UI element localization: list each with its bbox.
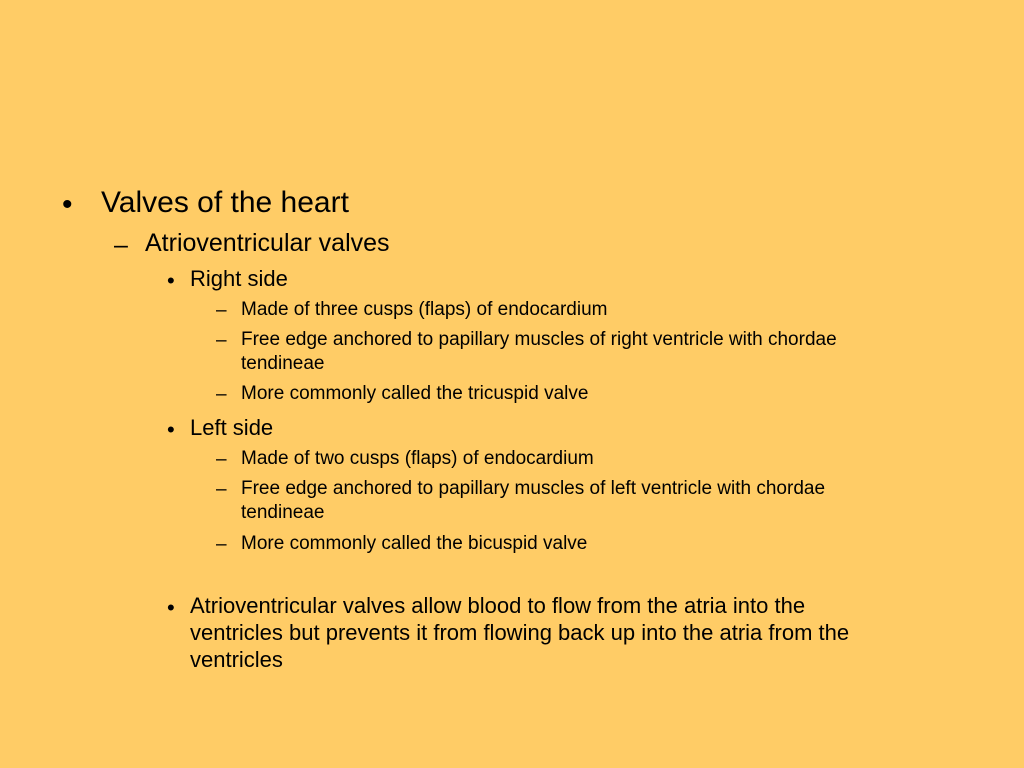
summary-line-3: ventricles xyxy=(190,647,283,672)
summary-line-2: ventricles but prevents it from flowing back up into the atria from the xyxy=(190,620,850,645)
left-side-item-3: More commonly called the bicuspid valve xyxy=(241,533,588,554)
bullet-level4-marker: – xyxy=(216,300,227,321)
bullet-right-side-marker: • xyxy=(167,268,175,293)
right-side-item-2-line2: tendineae xyxy=(241,353,325,374)
bullet-level4-marker: – xyxy=(216,449,227,470)
left-side-item-2-line2: tendineae xyxy=(241,502,325,523)
bullet-level2-marker: – xyxy=(114,231,128,259)
bullet-level4-marker: – xyxy=(216,330,227,351)
left-side-heading: Left side xyxy=(190,415,274,440)
left-side-item-2-line1: Free edge anchored to papillary muscles of left ventricle with chordae xyxy=(241,478,826,499)
bullet-level4-marker: – xyxy=(216,479,227,500)
bullet-summary-marker: • xyxy=(167,595,175,620)
main-point: Valves of the heart xyxy=(101,186,349,219)
left-side-item-1: Made of two cusps (flaps) of endocardium xyxy=(241,448,594,469)
right-side-item-2-line1: Free edge anchored to papillary muscles of right ventricle with chordae xyxy=(241,329,837,350)
right-side-heading: Right side xyxy=(190,266,288,291)
bullet-left-side-marker: • xyxy=(167,417,175,442)
bullet-level4-marker: – xyxy=(216,534,227,555)
right-side-item-1: Made of three cusps (flaps) of endocardium xyxy=(241,299,608,320)
bullet-level4-marker: – xyxy=(216,384,227,405)
bullet-level1-marker: • xyxy=(62,188,73,221)
sub-point: Atrioventricular valves xyxy=(145,229,390,257)
right-side-item-3: More commonly called the tricuspid valve xyxy=(241,383,589,404)
summary-line-1: Atrioventricular valves allow blood to flow from the atria into the xyxy=(190,593,806,618)
